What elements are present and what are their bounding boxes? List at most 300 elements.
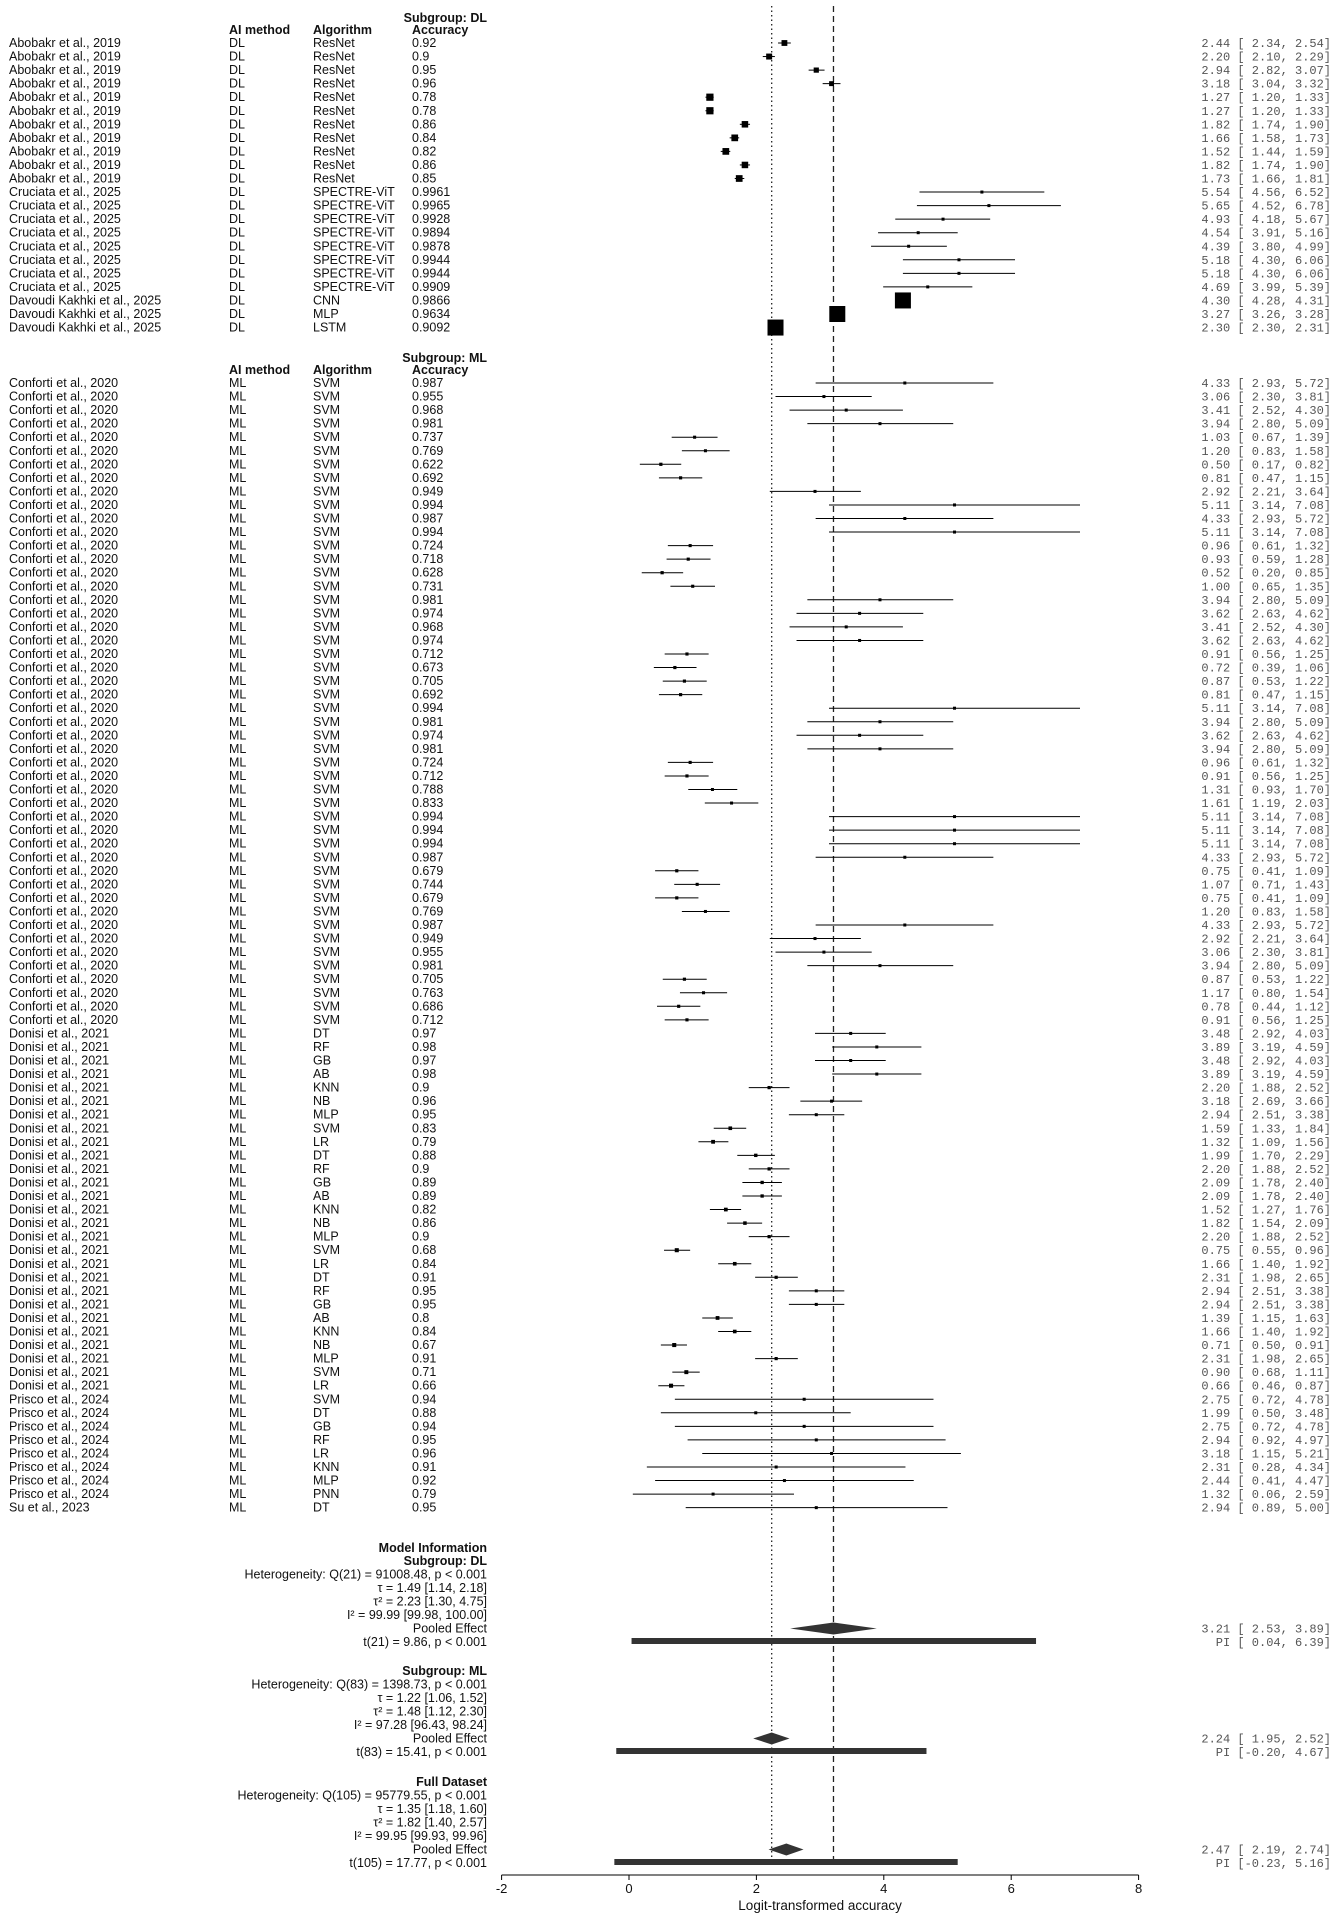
algorithm-label: SPECTRE-ViT [313,198,395,213]
algorithm-label: NB [313,1216,331,1231]
effect-square [661,571,664,574]
algorithm-label: SVM [313,823,341,838]
method-label: ML [229,1175,247,1190]
algorithm-label: SVM [313,972,341,987]
method-label: DL [229,103,245,118]
estimate-text: 3.89 [ 3.19, 4.59] [1201,1068,1331,1083]
accuracy-label: 0.66 [412,1378,437,1393]
algorithm-label: ResNet [313,144,355,159]
method-label: DL [229,239,245,254]
algorithm-label: SVM [313,877,341,892]
accuracy-label: 0.987 [412,918,444,932]
summary-stat-line: I² = 99.99 [99.98, 100.00] [346,1608,487,1622]
accuracy-label: 0.987 [412,511,444,526]
estimate-text: 1.20 [ 0.83, 1.58] [1201,905,1331,920]
estimate-text: 1.73 [ 1.66, 1.81] [1201,172,1331,187]
study-label: Conforti et al., 2020 [9,511,119,526]
accuracy-label: 0.949 [412,931,444,946]
algorithm-label: SVM [313,470,341,485]
study-label: Donisi et al., 2021 [9,1365,110,1380]
method-label: ML [229,755,247,770]
effect-square [903,856,906,859]
estimate-text: 3.41 [ 2.52, 4.30] [1201,620,1331,635]
estimate-text: 0.66 [ 0.46, 0.87] [1201,1379,1331,1394]
effect-square [775,1466,778,1469]
accuracy-label: 0.955 [412,945,444,960]
method-label: ML [229,389,247,404]
algorithm-label: SVM [313,931,341,946]
method-label: DL [229,198,245,213]
algorithm-label: LR [313,1446,329,1461]
study-label: Donisi et al., 2021 [9,1202,110,1217]
accuracy-label: 0.788 [412,782,444,797]
effect-square [907,245,910,248]
estimate-text: 1.66 [ 1.40, 1.92] [1201,1325,1331,1340]
method-label: ML [229,1053,247,1068]
accuracy-label: 0.769 [412,443,444,458]
pooled-effect-label: Pooled Effect [412,1731,487,1746]
method-label: DL [229,252,245,267]
method-label: ML [229,1432,247,1447]
x-tick-label: 2 [752,1881,761,1896]
accuracy-label: 0.679 [412,863,444,878]
algorithm-label: SVM [313,633,341,648]
effect-square [696,883,699,886]
study-label: Abobakr et al., 2019 [9,171,121,186]
estimate-text: 1.07 [ 0.71, 1.43] [1201,878,1331,893]
study-label: Conforti et al., 2020 [9,1012,119,1027]
effect-square [858,734,861,737]
algorithm-label: SVM [313,511,341,526]
effect-square [712,1493,715,1496]
study-label: Davoudi Kakhki et al., 2025 [9,320,162,335]
study-label: Conforti et al., 2020 [9,484,119,499]
method-label: ML [229,565,247,580]
study-label: Prisco et al., 2024 [9,1432,110,1447]
effect-square [822,951,825,954]
study-label: Conforti et al., 2020 [9,552,119,567]
study-label: Cruciata et al., 2025 [9,266,121,281]
estimate-text: 5.11 [ 3.14, 7.08] [1201,526,1331,541]
study-label: Donisi et al., 2021 [9,1189,110,1203]
accuracy-label: 0.769 [412,904,444,919]
algorithm-label: SVM [313,755,341,770]
accuracy-label: 0.97 [412,1053,437,1068]
estimate-text: 4.33 [ 2.93, 5.72] [1201,851,1331,866]
method-label: ML [229,470,247,485]
column-header-algorithm: Algorithm [313,23,373,37]
estimate-text: 0.75 [ 0.41, 1.09] [1201,864,1331,879]
method-label: ML [229,633,247,648]
effect-square [957,258,960,261]
study-label: Conforti et al., 2020 [9,647,119,661]
estimate-text: 1.61 [ 1.19, 2.03] [1201,797,1331,812]
estimate-text: 3.27 [ 3.26, 3.28] [1201,308,1331,322]
study-label: Conforti et al., 2020 [9,972,119,987]
estimate-text: 3.18 [ 3.04, 3.32] [1201,77,1331,92]
estimate-text: 2.31 [ 1.98, 2.65] [1201,1271,1331,1286]
effect-square [685,774,688,777]
study-label: Cruciata et al., 2025 [9,239,121,254]
estimate-text: 2.94 [ 2.82, 3.07] [1201,64,1331,79]
effect-square [704,910,707,913]
study-label: Prisco et al., 2024 [9,1446,110,1461]
study-label: Conforti et al., 2020 [9,796,119,811]
effect-square [768,1086,771,1089]
column-header-algorithm: Algorithm [313,363,373,377]
study-label: Donisi et al., 2021 [9,1351,110,1366]
algorithm-label: SPECTRE-ViT [313,185,395,200]
study-label: Donisi et al., 2021 [9,1216,110,1231]
accuracy-label: 0.82 [412,1202,437,1217]
estimate-text: 2.75 [ 0.72, 4.78] [1201,1420,1331,1435]
effect-square [895,292,911,308]
estimate-text: 1.82 [ 1.74, 1.90] [1201,158,1331,173]
algorithm-label: LR [313,1378,329,1393]
accuracy-label: 0.98 [412,1067,437,1082]
algorithm-label: SVM [313,1121,341,1136]
algorithm-label: SVM [313,525,341,540]
estimate-text: 1.32 [ 0.06, 2.59] [1201,1488,1331,1503]
x-tick-label: 0 [625,1881,633,1896]
effect-square [669,1384,673,1388]
accuracy-label: 0.78 [412,90,437,105]
effect-square [926,285,929,288]
algorithm-label: SVM [313,782,341,797]
effect-square [730,802,733,805]
algorithm-label: SVM [313,890,341,905]
estimate-text: 2.75 [ 0.72, 4.78] [1201,1393,1331,1408]
estimate-text: 0.93 [ 0.59, 1.28] [1201,553,1331,568]
summary-stat-line: I² = 97.28 [96.43, 98.24] [353,1718,487,1732]
effect-square [675,896,678,899]
study-label: Donisi et al., 2021 [9,1270,110,1285]
estimate-text: 0.78 [ 0.44, 1.12] [1201,1000,1331,1015]
method-label: ML [229,1039,247,1054]
method-label: DL [229,225,245,240]
algorithm-label: SVM [313,958,341,973]
estimate-text: 3.94 [ 2.80, 5.09] [1201,417,1331,432]
effect-square [702,991,705,994]
effect-square [768,320,784,336]
algorithm-label: KNN [313,1202,340,1217]
subgroup-title: Subgroup: ML [402,351,487,365]
effect-square [942,218,945,221]
method-label: ML [229,796,247,811]
effect-square [878,964,881,967]
algorithm-label: AB [313,1189,330,1203]
study-label: Davoudi Kakhki et al., 2025 [9,293,162,308]
accuracy-label: 0.9944 [412,252,451,267]
study-label: Conforti et al., 2020 [9,579,119,594]
study-label: Donisi et al., 2021 [9,1297,110,1312]
estimate-text: 5.18 [ 4.30, 6.06] [1201,267,1331,282]
effect-square [875,1045,878,1048]
algorithm-label: SVM [313,850,341,865]
accuracy-label: 0.9092 [412,320,451,335]
algorithm-label: DT [313,1148,330,1163]
estimate-text: 2.31 [ 1.98, 2.65] [1201,1352,1331,1367]
study-label: Conforti et al., 2020 [9,633,119,648]
effect-square [706,94,713,101]
effect-square [728,1126,732,1130]
summary-stat-line: τ = 1.22 [1.06, 1.52] [377,1691,487,1705]
accuracy-label: 0.84 [412,1324,437,1339]
method-label: ML [229,1080,247,1095]
study-label: Prisco et al., 2024 [9,1419,110,1434]
accuracy-label: 0.833 [412,796,444,811]
prediction-interval-text: PI [-0.23, 5.16] [1215,1857,1331,1871]
accuracy-label: 0.737 [412,430,444,445]
method-label: ML [229,890,247,905]
accuracy-label: 0.86 [412,157,437,172]
algorithm-label: SVM [313,430,341,445]
accuracy-label: 0.9 [412,1080,430,1095]
accuracy-label: 0.974 [412,728,444,743]
study-label: Donisi et al., 2021 [9,1067,110,1082]
estimate-text: 1.82 [ 1.74, 1.90] [1201,118,1331,133]
accuracy-label: 0.86 [412,1216,437,1231]
effect-square [683,978,686,981]
algorithm-label: DT [313,1270,330,1285]
accuracy-label: 0.718 [412,552,444,567]
accuracy-label: 0.71 [412,1365,437,1380]
effect-square [760,1194,763,1197]
effect-square [829,306,845,322]
accuracy-label: 0.8 [412,1310,430,1325]
algorithm-label: MLP [313,1107,339,1122]
method-label: ML [229,1148,247,1163]
effect-square [783,1479,786,1482]
estimate-text: 5.11 [ 3.14, 7.08] [1201,824,1331,839]
method-label: ML [229,1012,247,1027]
pooled-effect-label: Pooled Effect [412,1842,487,1857]
accuracy-label: 0.712 [412,647,444,661]
t-statistic-label: t(21) = 9.86, p < 0.001 [363,1635,487,1649]
estimate-text: 5.11 [ 3.14, 7.08] [1201,810,1331,825]
accuracy-label: 0.86 [412,117,437,132]
study-label: Davoudi Kakhki et al., 2025 [9,307,162,321]
algorithm-label: AB [313,1067,330,1082]
algorithm-label: ResNet [313,157,355,172]
method-label: ML [229,525,247,540]
effect-square [679,693,682,696]
method-label: ML [229,1446,247,1461]
study-label: Conforti et al., 2020 [9,687,119,702]
column-header-accuracy: Accuracy [412,23,469,37]
accuracy-label: 0.91 [412,1270,437,1285]
estimate-text: 3.18 [ 2.69, 3.66] [1201,1095,1331,1110]
method-label: DL [229,117,245,132]
estimate-text: 0.72 [ 0.39, 1.06] [1201,661,1331,676]
effect-square [775,1357,778,1360]
study-label: Donisi et al., 2021 [9,1148,110,1163]
algorithm-label: SVM [313,538,341,553]
effect-square [858,639,861,642]
algorithm-label: KNN [313,1460,340,1474]
estimate-text: 2.92 [ 2.21, 3.64] [1201,485,1331,500]
prediction-interval-text: PI [-0.20, 4.67] [1215,1746,1331,1760]
method-label: ML [229,606,247,621]
accuracy-label: 0.92 [412,1473,437,1488]
study-label: Conforti et al., 2020 [9,674,119,689]
effect-square [775,1276,778,1279]
study-label: Conforti et al., 2020 [9,538,119,553]
accuracy-label: 0.994 [412,809,444,824]
estimate-text: 3.62 [ 2.63, 4.62] [1201,634,1331,649]
accuracy-label: 0.981 [412,416,444,431]
method-label: ML [229,850,247,865]
estimate-text: 1.99 [ 1.70, 2.29] [1201,1149,1331,1164]
study-label: Donisi et al., 2021 [9,1026,110,1041]
algorithm-label: SVM [313,457,341,472]
model-info-title: Model Information [378,1541,487,1555]
accuracy-label: 0.95 [412,1432,437,1447]
accuracy-label: 0.9965 [412,198,451,213]
summary-title: Full Dataset [416,1775,487,1789]
algorithm-label: SVM [313,376,341,390]
estimate-text: 0.96 [ 0.61, 1.32] [1201,756,1331,771]
effect-square [677,1005,680,1008]
accuracy-label: 0.92 [412,36,437,50]
pooled-diamond [769,1844,804,1856]
prediction-interval-bar [614,1859,957,1865]
accuracy-label: 0.9961 [412,185,451,200]
method-label: ML [229,1161,247,1176]
study-label: Conforti et al., 2020 [9,945,119,960]
method-label: ML [229,376,247,390]
accuracy-label: 0.981 [412,592,444,607]
method-label: ML [229,1378,247,1393]
algorithm-label: MLP [313,307,339,321]
effect-square [673,666,676,669]
method-label: DL [229,63,245,78]
estimate-text: 0.91 [ 0.56, 1.25] [1201,648,1331,662]
method-label: ML [229,958,247,973]
estimate-text: 3.06 [ 2.30, 3.81] [1201,946,1331,961]
algorithm-label: SVM [313,904,341,919]
estimate-text: 0.81 [ 0.47, 1.15] [1201,688,1331,703]
algorithm-label: SVM [313,796,341,811]
effect-square [782,40,788,46]
effect-square [743,1221,747,1225]
effect-square [733,1262,737,1266]
estimate-text: 2.20 [ 1.88, 2.52] [1201,1081,1331,1096]
algorithm-label: SPECTRE-ViT [313,212,395,227]
study-label: Conforti et al., 2020 [9,877,119,892]
method-label: ML [229,1473,247,1488]
algorithm-label: SVM [313,674,341,689]
prediction-interval-text: PI [ 0.04, 6.39] [1215,1636,1331,1650]
column-header-method: AI method [229,23,291,37]
accuracy-label: 0.95 [412,1500,437,1515]
method-label: DL [229,49,245,64]
effect-square [917,231,920,234]
estimate-text: 1.66 [ 1.58, 1.73] [1201,131,1331,146]
algorithm-label: SVM [313,985,341,1000]
study-label: Conforti et al., 2020 [9,606,119,621]
algorithm-label: SVM [313,1392,341,1407]
effect-square [829,81,834,86]
method-label: ML [229,1487,247,1502]
study-label: Su et al., 2023 [9,1500,90,1515]
study-label: Donisi et al., 2021 [9,1107,110,1122]
estimate-text: 2.09 [ 1.78, 2.40] [1201,1190,1331,1204]
accuracy-label: 0.974 [412,633,444,648]
effect-square [815,1113,818,1116]
estimate-text: 0.90 [ 0.68, 1.11] [1201,1366,1331,1381]
method-label: ML [229,416,247,431]
study-label: Conforti et al., 2020 [9,836,119,851]
estimate-text: 3.89 [ 3.19, 4.59] [1201,1040,1331,1055]
effect-square [980,191,983,194]
algorithm-label: LR [313,1256,329,1271]
study-label: Prisco et al., 2024 [9,1487,110,1502]
estimate-text: 1.17 [ 0.80, 1.54] [1201,986,1331,1001]
study-label: Conforti et al., 2020 [9,918,119,932]
estimate-text: 0.81 [ 0.47, 1.15] [1201,471,1331,486]
summary-stat-line: I² = 99.95 [99.93, 99.96] [353,1829,487,1843]
study-label: Conforti et al., 2020 [9,782,119,797]
effect-square [754,1411,757,1414]
method-label: DL [229,185,245,200]
algorithm-label: KNN [313,1080,340,1095]
accuracy-label: 0.9944 [412,266,451,281]
method-label: ML [229,403,247,418]
effect-square [689,544,692,547]
method-label: DL [229,279,245,294]
accuracy-label: 0.9634 [412,307,451,321]
summary-stat-line: Heterogeneity: Q(83) = 1398.73, p < 0.001 [251,1677,487,1692]
method-label: ML [229,1460,247,1474]
estimate-text: 2.09 [ 1.78, 2.40] [1201,1176,1331,1191]
study-label: Conforti et al., 2020 [9,701,119,716]
method-label: ML [229,1365,247,1380]
algorithm-label: RF [313,1039,330,1054]
accuracy-label: 0.98 [412,1039,437,1054]
estimate-text: 2.94 [ 0.89, 5.00] [1201,1501,1331,1516]
study-label: Donisi et al., 2021 [9,1094,110,1109]
accuracy-label: 0.91 [412,1351,437,1366]
method-label: ML [229,1229,247,1244]
estimate-text: 1.20 [ 0.83, 1.58] [1201,444,1331,459]
study-label: Abobakr et al., 2019 [9,103,121,118]
method-label: ML [229,768,247,783]
estimate-text: 3.94 [ 2.80, 5.09] [1201,959,1331,974]
summary-stat-line: τ = 1.35 [1.18, 1.60] [377,1802,487,1816]
effect-square [706,107,713,114]
estimate-text: 4.33 [ 2.93, 5.72] [1201,377,1331,391]
effect-square [736,175,743,182]
estimate-text: 3.94 [ 2.80, 5.09] [1201,742,1331,757]
method-label: ML [229,1256,247,1271]
algorithm-label: MLP [313,1229,339,1244]
method-label: ML [229,497,247,512]
effect-square [953,503,956,506]
study-label: Donisi et al., 2021 [9,1229,110,1244]
effect-square [803,1398,806,1401]
method-label: ML [229,1405,247,1420]
accuracy-label: 0.974 [412,606,444,621]
study-label: Conforti et al., 2020 [9,389,119,404]
estimate-text: 0.91 [ 0.56, 1.25] [1201,769,1331,784]
method-label: ML [229,1324,247,1339]
estimate-text: 0.75 [ 0.41, 1.09] [1201,891,1331,906]
effect-square [858,612,861,615]
effect-square [814,490,817,493]
effect-square [733,1330,737,1334]
accuracy-label: 0.622 [412,457,444,472]
